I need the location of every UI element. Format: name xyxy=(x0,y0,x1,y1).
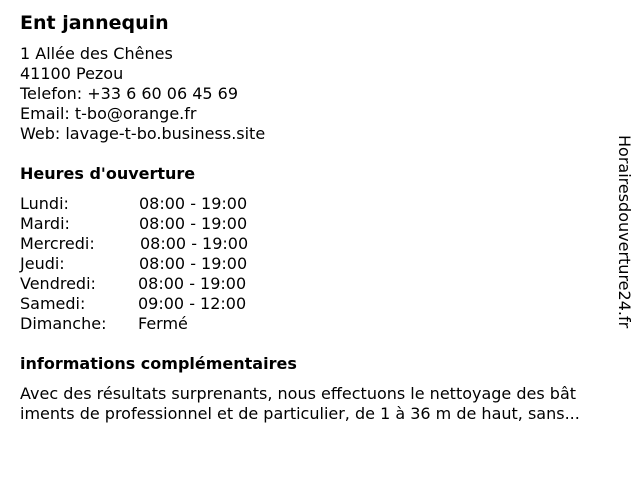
day-label: Lundi: xyxy=(20,194,69,213)
opening-hours-table xyxy=(20,194,280,334)
time-value: 09:00 - 12:00 xyxy=(138,294,247,313)
hours-heading: Heures d'ouverture xyxy=(20,164,196,183)
day-label: Mardi: xyxy=(20,214,70,233)
address-street: 1 Allée des Chênes xyxy=(20,44,173,63)
day-label: Dimanche: xyxy=(20,314,107,333)
description-line: Avec des résultats surprenants, nous effectuons le nettoyage des bât xyxy=(20,384,577,403)
time-value: 08:00 - 19:00 xyxy=(139,214,248,233)
address-city: 41100 Pezou xyxy=(20,64,124,83)
phone-line: Telefon: +33 6 60 06 45 69 xyxy=(20,84,239,103)
description-text xyxy=(20,384,632,424)
site-watermark: Horairesdouverture24.fr xyxy=(615,135,634,329)
business-name: Ent jannequin xyxy=(20,12,169,34)
hours-row-friday xyxy=(20,274,280,294)
contact-block xyxy=(20,44,265,144)
day-label: Samedi: xyxy=(20,294,86,313)
info-heading: informations complémentaires xyxy=(20,354,297,373)
hours-row-tuesday xyxy=(20,214,280,234)
day-label: Vendredi: xyxy=(20,274,96,293)
hours-row-monday xyxy=(20,194,280,214)
time-value: Fermé xyxy=(138,314,188,333)
day-label: Jeudi: xyxy=(20,254,65,273)
time-value: 08:00 - 19:00 xyxy=(138,274,247,293)
time-value: 08:00 - 19:00 xyxy=(140,234,249,253)
hours-row-sunday xyxy=(20,314,280,334)
time-value: 08:00 - 19:00 xyxy=(139,254,248,273)
time-value: 08:00 - 19:00 xyxy=(139,194,248,213)
hours-row-saturday xyxy=(20,294,280,314)
hours-row-wednesday xyxy=(20,234,280,254)
day-label: Mercredi: xyxy=(20,234,95,253)
hours-row-thursday xyxy=(20,254,280,274)
email-line: Email: t-bo@orange.fr xyxy=(20,104,197,123)
description-line: iments de professionnel et de particulier, de 1 à 36 m de haut, sans... xyxy=(20,404,580,423)
website-line: Web: lavage-t-bo.business.site xyxy=(20,124,266,143)
